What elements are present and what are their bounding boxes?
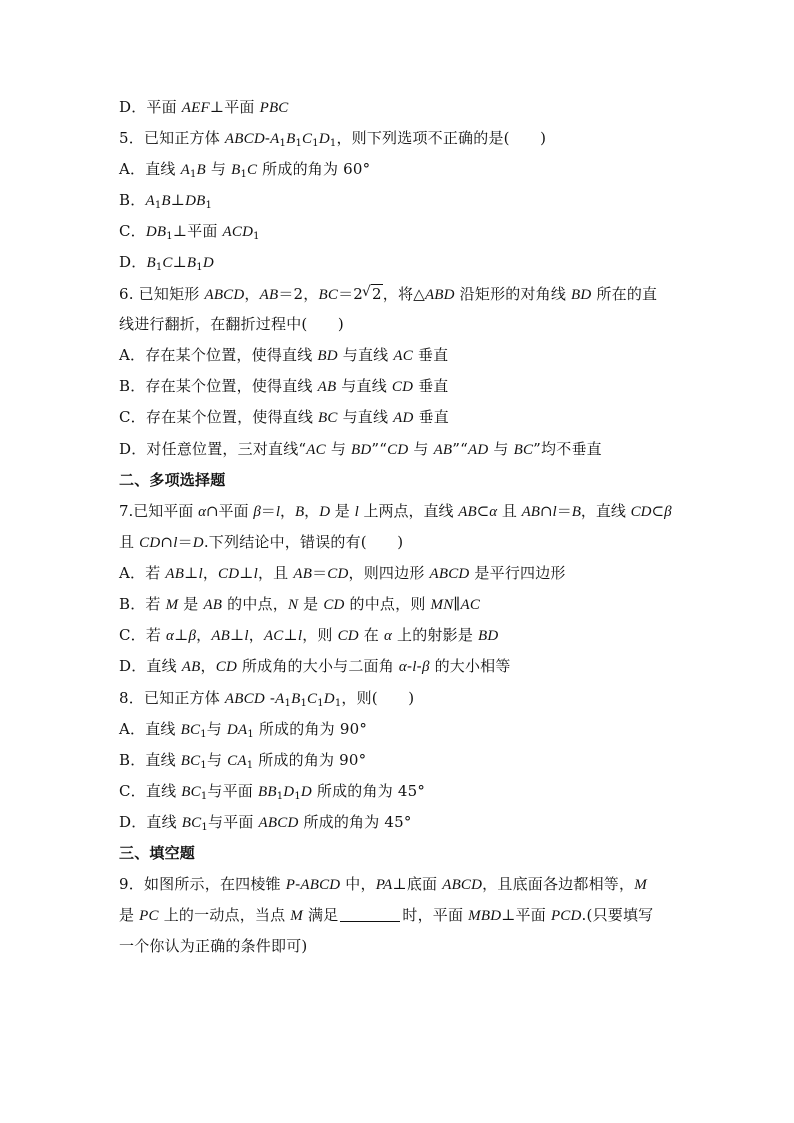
q6-option-a: A．存在某个位置，使得直线 BD 与直线 AC 垂直 <box>119 346 449 364</box>
q8-option-a: A．直线 $BC_1$与 $DA_1$ 所成的角为 90° <box>119 720 368 740</box>
q8-option-d: D．直线 $BC_1$与平面 ABCD 所成的角为 45° <box>119 813 412 833</box>
q5-option-d: D．$B_1C\perp B_1D$ <box>119 253 214 273</box>
q9-line-2: 是 PC 上的一动点，当点 M 满足 时，平面 MBD⊥平面 PCD.(只要填写 <box>119 906 654 924</box>
q8-option-b: B．直线 $BC_1$与 $CA_1$ 所成的角为 90° <box>119 751 367 771</box>
q6-stem-line-2: 线进行翻折，在翻折过程中( ) <box>119 315 344 333</box>
section-heading-fill-in: 三、填空题 <box>119 844 196 862</box>
q7-option-d: D．直线 AB，CD 所成角的大小与二面角 α-l-β 的大小相等 <box>119 657 511 675</box>
q6-stem-line-1: 6. 已知矩形 ABCD，AB＝2，BC＝2√ 2，将△ABD 沿矩形的对角线 BD 所在的直 <box>119 284 682 305</box>
q6-option-c: C．存在某个位置，使得直线 BC 与直线 AD 垂直 <box>119 408 449 426</box>
q7-option-a: A．若 AB⊥l，CD⊥l，且 AB＝CD，则四边形 ABCD 是平行四边形 <box>119 564 566 582</box>
answer-blank[interactable] <box>340 907 400 922</box>
section-heading-multiple-choice: 二、多项选择题 <box>119 471 226 489</box>
q7-option-c: C．若 α⊥β，AB⊥l，AC⊥l，则 CD 在 α 上的射影是 BD <box>119 626 499 644</box>
q5-option-a: A．直线 $A_1B$ 与 $B_1C$ 所成的角为 60° <box>119 160 371 180</box>
q5-stem: 5．已知正方体 ABCD-$A_1B_1C_1D_1$，则下列选项不正确的是( ) <box>119 129 547 149</box>
q9-line-3: 一个你认为正确的条件即可) <box>119 937 308 955</box>
q4-option-d: D．平面 AEF⊥平面 PBC <box>119 98 289 116</box>
q7-stem-line-2: 且 CD∩l＝D.下列结论中，错误的有( ) <box>119 533 404 551</box>
q5-option-b: B．$A_1B\perp DB_1$ <box>119 191 213 211</box>
q8-option-c: C．直线 $BC_1$与平面 $BB_1D_1D$ 所成的角为 45° <box>119 782 426 802</box>
q7-option-b: B．若 M 是 AB 的中点，N 是 CD 的中点，则 MN∥AC <box>119 595 481 613</box>
q5-option-c: C．$DB_1\perp$平面 $ACD_1$ <box>119 222 260 242</box>
q9-line-1: 9．如图所示，在四棱锥 P-ABCD 中，PA⊥底面 ABCD，且底面各边都相等，M <box>119 875 647 893</box>
q7-stem-line-1: 7.已知平面 α∩平面 β＝l，B，D 是 l 上两点，直线 AB⊂α 且 AB∩l＝B，直线 CD⊂β <box>119 502 672 520</box>
q8-stem: 8．已知正方体 ABCD $-A_1B_1C_1D_1$，则( ) <box>119 689 415 709</box>
q6-option-b: B．存在某个位置，使得直线 AB 与直线 CD 垂直 <box>119 377 449 395</box>
q6-option-d: D．对任意位置，三对直线“AC 与 BD”“CD 与 AB”“AD 与 BC”均不垂直 <box>119 440 602 458</box>
